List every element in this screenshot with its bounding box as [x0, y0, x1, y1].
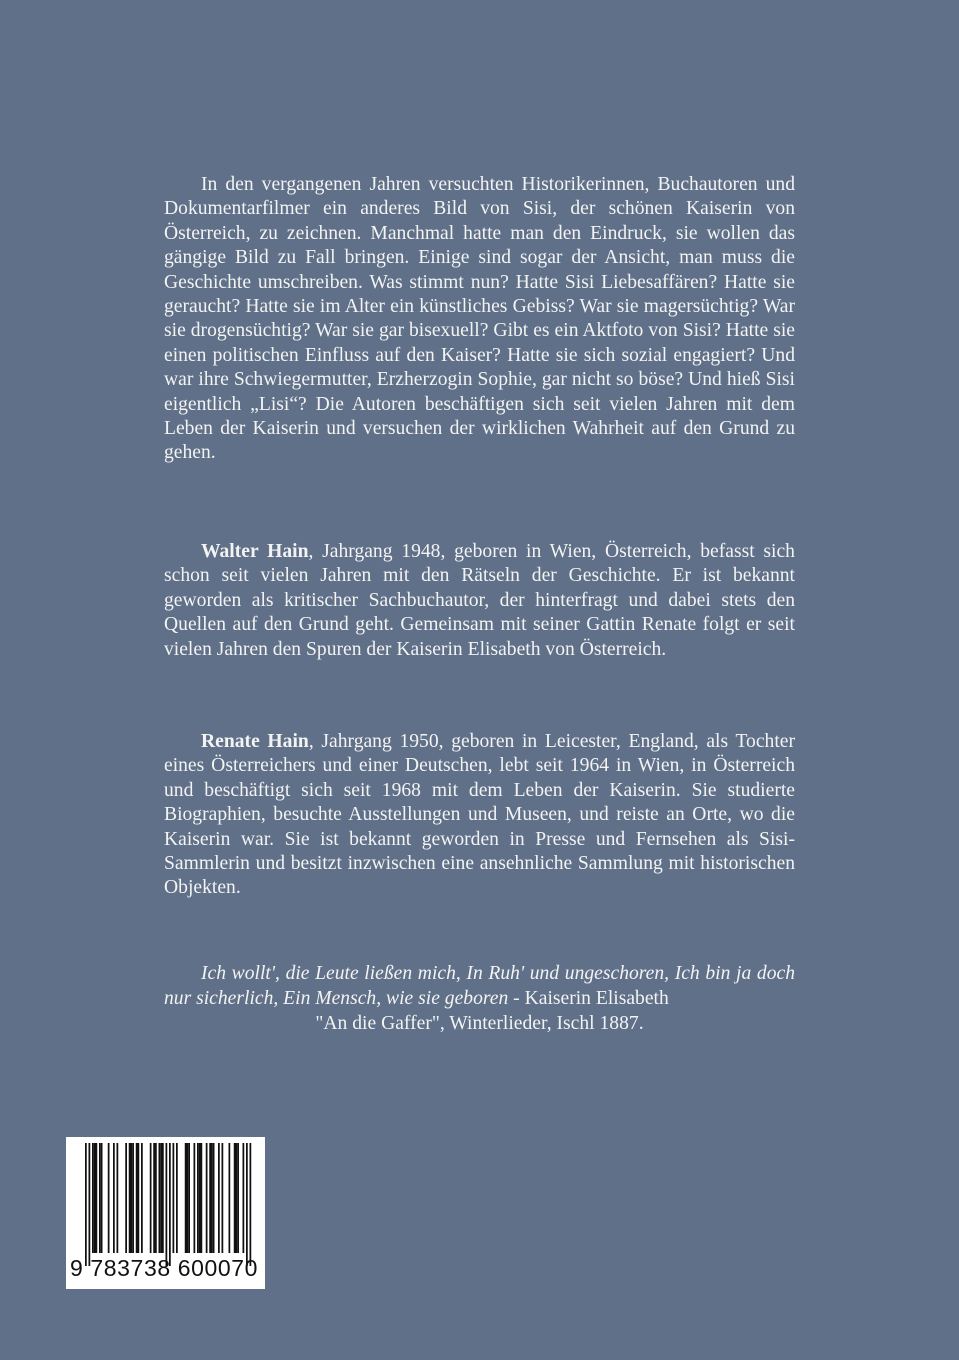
- barcode-bar: [199, 1143, 201, 1253]
- isbn-barcode: [66, 1137, 265, 1289]
- barcode-bar: [155, 1143, 157, 1253]
- author-bio-renate-text: , Jahrgang 1950, geboren in Leicester, England, als Tochter eines Österreichers und einer Deutschen, lebt seit 1964 in Wien, in Österreich und beschäftigt sich seit 1968 mit dem Leben der Kaiserin. Sie studierte Biographien, besuchte Ausstellungen und Museen, und reiste an Orte, wo die Kaiserin war. Sie ist bekannt geworden in Presse und Fernsehen als Sisi-Sammlerin und besitzt inzwischen eine ansehnliche Sammlung mit historischen Objekten.: [164, 731, 795, 899]
- quote-text: Ich wollt', die Leute ließen mich, In Ruh' und ungeschoren, Ich bin ja doch nur sicherlich, Ein Mensch, wie sie geboren: [164, 963, 795, 1009]
- barcode-bar: [169, 1143, 171, 1266]
- barcode-bar: [173, 1143, 175, 1253]
- barcode-bar: [237, 1143, 239, 1253]
- barcode-bar: [125, 1143, 127, 1253]
- barcode-bar: [136, 1143, 138, 1253]
- author-bio-walter-text: , Jahrgang 1948, geboren in Wien, Österreich, befasst sich schon seit vielen Jahren mit den Rätseln der Geschichte. Er ist bekannt geworden als kritischer Sachbuchautor, der hinterfragt und dabei stets den Quellen auf den Grund geht. Gemeinsam mit seiner Gattin Renate folgt er seit vielen Jahren den Spuren der Kaiserin Elisabeth von Österreich.: [164, 541, 795, 660]
- book-blurb: [164, 173, 795, 466]
- barcode-bar: [117, 1143, 119, 1253]
- barcode-bar: [250, 1143, 252, 1266]
- barcode-bar: [188, 1143, 190, 1253]
- barcode-bar: [153, 1143, 155, 1253]
- barcode-bar: [229, 1143, 231, 1253]
- barcode-bar: [209, 1143, 211, 1253]
- barcode-bar: [206, 1143, 208, 1253]
- blurb-paragraph: In den vergangenen Jahren versuchten Historikerinnen, Buchautoren und Dokumentarfilmer ein anderes Bild von Sisi, der schönen Kaiserin von Österreich, zu zeichnen. Manchmal hatte man den Eindruck, sie wollen das gängige Bild zu Fall bringen. Einige sind sogar der Ansicht, man muss die Geschichte umschreiben. Was stimmt nun? Hatte Sisi Liebesaffären? Hatte sie geraucht? Hatte sie im Alter ein künstliches Gebiss? War sie magersüchtig? War sie drogensüchtig? War sie gar bisexuell? Gibt es ein Aktfoto von Sisi? Hatte sie einen politischen Einfluss auf den Kaiser? Hatte sie sich sozial engagiert? Und war ihre Schwiegermutter, Erzherzogin Sophie, gar nicht so böse? Und hieß Sisi eigentlich „Lisi“? Die Autoren beschäftigen sich seit vielen Jahren mit dem Leben der Kaiserin und versuchen der wirklichen Wahrheit auf den Grund zu gehen.: [164, 174, 795, 464]
- barcode-bar: [141, 1143, 143, 1253]
- barcode-bar: [236, 1143, 238, 1253]
- barcode-bar: [234, 1143, 236, 1253]
- author-name-renate: Renate Hain: [201, 731, 309, 752]
- barcode-bar: [162, 1143, 164, 1253]
- author-bio-renate: [164, 730, 795, 901]
- barcode-bar: [243, 1143, 245, 1253]
- barcode-bar: [101, 1143, 103, 1253]
- barcode-bar: [218, 1143, 220, 1253]
- barcode-bar: [222, 1143, 224, 1253]
- epigraph-quote: [164, 961, 795, 1036]
- barcode-bar: [187, 1143, 189, 1253]
- barcode-bar: [131, 1143, 133, 1253]
- barcode-bar: [159, 1143, 161, 1253]
- barcode-bar: [113, 1143, 115, 1253]
- barcode-bar: [185, 1143, 187, 1253]
- quote-attribution: - Kaiserin Elisabeth: [508, 988, 669, 1009]
- barcode-bar: [99, 1143, 101, 1253]
- barcode-bar: [85, 1143, 87, 1266]
- barcode-bar: [213, 1143, 215, 1253]
- barcode-bar: [132, 1143, 134, 1253]
- isbn-number: 9 783738 600070: [70, 1255, 259, 1281]
- barcode-bar: [160, 1143, 162, 1253]
- barcode-bar: [129, 1143, 131, 1253]
- barcode-bar: [166, 1143, 168, 1266]
- barcode-bar: [246, 1143, 248, 1266]
- barcode-bar: [176, 1143, 178, 1253]
- barcode-bar: [201, 1143, 203, 1253]
- barcode-bar: [194, 1143, 196, 1253]
- quote-source: "An die Gaffer", Winterlieder, Ischl 1887.: [315, 1013, 644, 1034]
- barcode-bar: [94, 1143, 96, 1253]
- author-name-walter: Walter Hain: [201, 541, 309, 562]
- barcode-bar: [108, 1143, 110, 1253]
- barcode-bar: [96, 1143, 98, 1253]
- barcode-bar: [197, 1143, 199, 1253]
- barcode-bar: [138, 1143, 140, 1253]
- author-bio-walter: [164, 540, 795, 662]
- barcode-bar: [150, 1143, 152, 1253]
- barcode-bar: [89, 1143, 91, 1266]
- barcode-bar: [211, 1143, 213, 1253]
- barcode-bar: [92, 1143, 94, 1253]
